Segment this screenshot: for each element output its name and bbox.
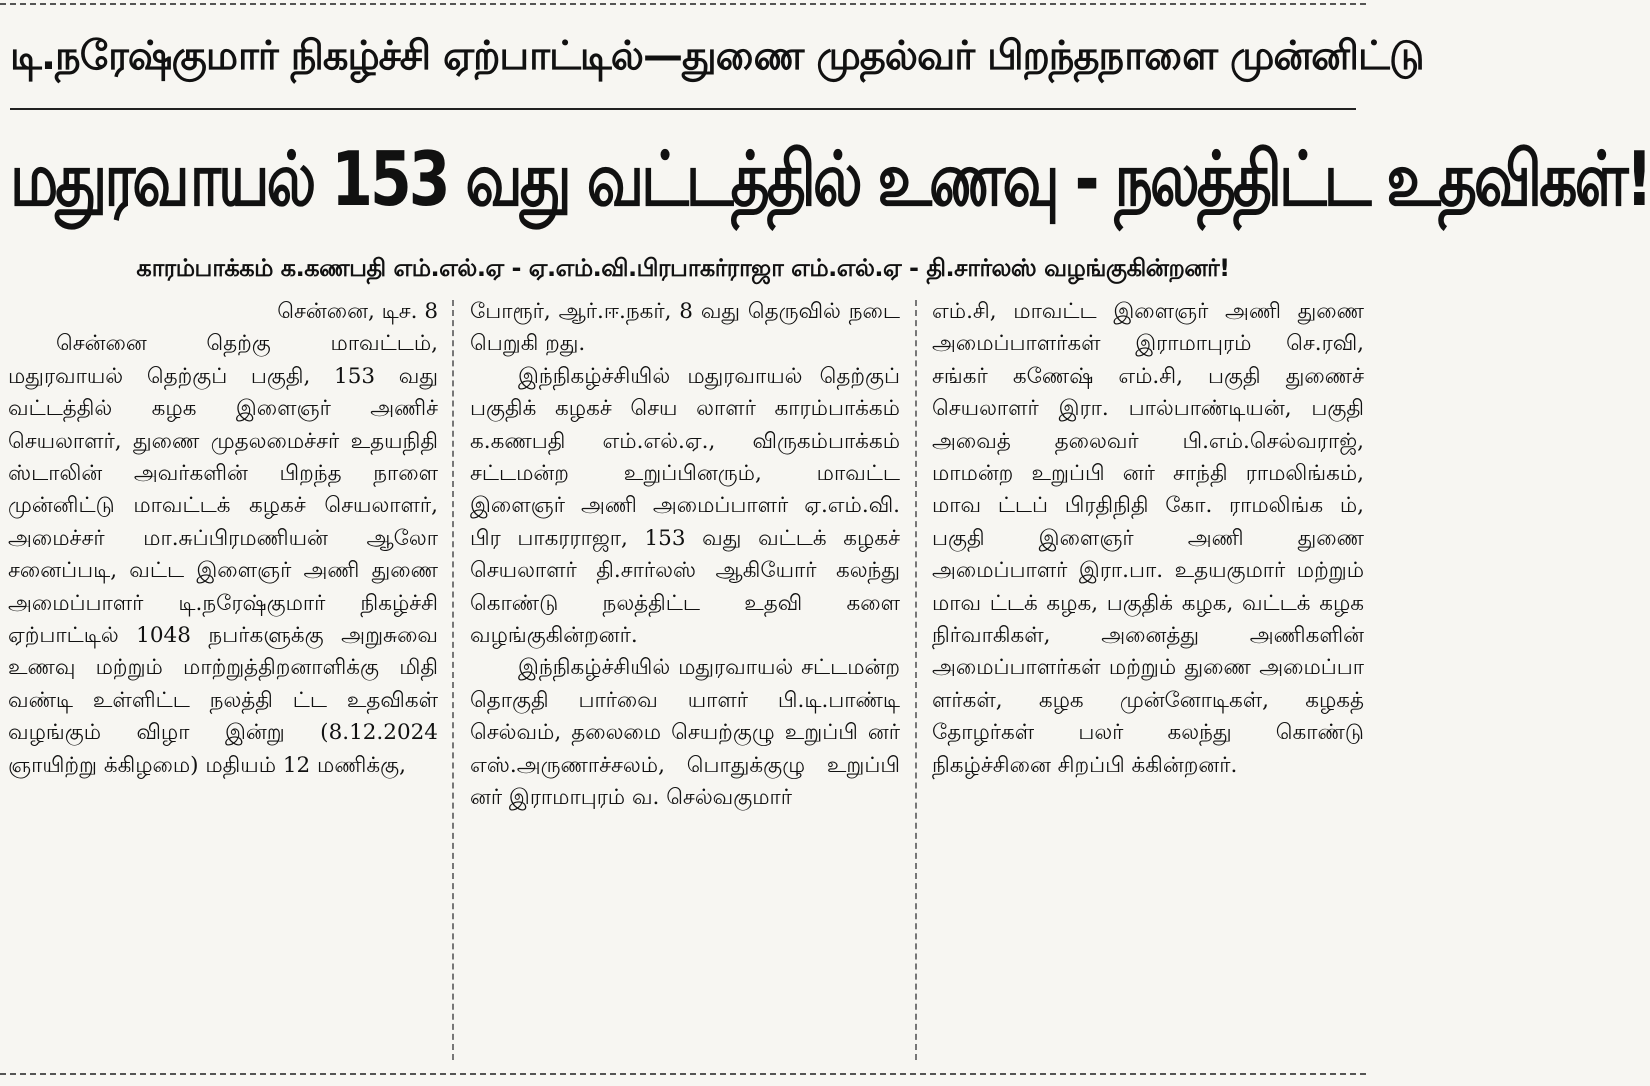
article-column-3	[932, 296, 1364, 1056]
kicker-line	[10, 32, 1424, 80]
paragraph: இந்நிகழ்ச்சியில் மதுரவாயல் சட்டமன்ற தொகுதி பார்வை யாளர் பி.டி.பாண்டி செல்வம், தலைமை செயற்குழு உறுப்பி னர் எஸ்.அருணாச்சலம், பொதுக்குழு உறுப்பி னர் இராமாபுரம் வ. செல்வகுமார்	[470, 655, 900, 811]
article-column-1	[8, 296, 438, 1056]
paragraph: போரூர், ஆர்.ஈ.நகர், 8 வது தெருவில் நடை பெறுகி றது.	[470, 299, 900, 357]
kicker-left: டி.நரேஷ்குமார் நிகழ்ச்சி ஏற்பாட்டில்—	[10, 33, 682, 79]
column-divider	[915, 300, 917, 1060]
paragraph: சென்னை தெற்கு மாவட்டம், மதுரவாயல் தெற்குப் பகுதி, 153 வது வட்டத்தில் கழக இளைஞர் அணிச் செயலாளர், துணை முதலமைச்சர் உதயநிதி ஸ்டாலின் அவர்களின் பிறந்த நாளை முன்னிட்டு மாவட்டக் கழகச் செயலாளர், அமைச்சர் மா.சுப்பிரமணியன் ஆலோ சனைப்படி, வட்ட இளைஞர் அணி துணை அமைப்பாளர் டி.நரேஷ்குமார் நிகழ்ச்சி ஏற்பாட்டில் 1048 நபர்களுக்கு அறுசுவை உணவு மற்றும் மாற்றுத்திறனாளிக்கு மிதி வண்டி உள்ளிட்ட நலத்தி ட்ட உதவிகள் வழங்கும் விழா இன்று (8.12.2024 ஞாயிற்று க்கிழமை) மதியம் 12 மணிக்கு,	[8, 331, 438, 778]
bottom-dashed-border	[0, 1073, 1366, 1075]
subheadline: காரம்பாக்கம் க.கணபதி எம்.எல்.ஏ - ஏ.எம்.வி.பிரபாகர்ராஜா எம்.எல்.ஏ - தி.சார்லஸ் வழங்குகின்றனர்!	[136, 254, 1230, 282]
dateline: சென்னை, டிச. 8	[277, 299, 438, 324]
column-divider	[452, 300, 454, 1060]
article-column-2	[470, 296, 900, 1056]
kicker-right: துணை முதல்வர் பிறந்தநாளை முன்னிட்டு	[681, 33, 1424, 79]
paragraph: எம்.சி, மாவட்ட இளைஞர் அணி துணை அமைப்பாளர்கள் இராமாபுரம் செ.ரவி, சங்கர் கணேஷ் எம்.சி, பகுதி துணைச் செயலாளர் இரா. பால்பாண்டியன், பகுதி அவைத் தலைவர் பி.எம்.செல்வராஜ், மாமன்ற உறுப்பி னர் சாந்தி ராமலிங்கம், மாவ ட்டப் பிரதிநிதி கோ. ராமலிங்க ம், பகுதி இளைஞர் அணி துணை அமைப்பாளர் இரா.பா. உதயகுமார் மற்றும் மாவ ட்டக் கழக, பகுதிக் கழக, வட்டக் கழக நிர்வாகிகள், அனைத்து அணிகளின் அமைப்பாளர்கள் மற்றும் துணை அமைப்பா ளர்கள், கழக முன்னோடிகள், கழகத் தோழர்கள் பலர் கலந்து கொண்டு நிகழ்ச்சினை சிறப்பி க்கின்றனர்.	[932, 299, 1364, 778]
kicker-rule	[10, 108, 1356, 110]
paragraph: இந்நிகழ்ச்சியில் மதுரவாயல் தெற்குப் பகுதிக் கழகச் செய லாளர் காரம்பாக்கம் க.கணபதி எம்.எல்.ஏ., விருகம்பாக்கம் சட்டமன்ற உறுப்பினரும், மாவட்ட இளைஞர் அணி அமைப்பாளர் ஏ.எம்.வி. பிர பாகரராஜா, 153 வது வட்டக் கழகச் செயலாளர் தி.சார்லஸ் ஆகியோர் கலந்து கொண்டு நலத்திட்ட உதவி களை வழங்குகின்றனர்.	[470, 363, 900, 649]
headline: மதுரவாயல் 153 வது வட்டத்தில் உணவு - நலத்திட்ட உதவிகள்!	[10, 136, 1650, 224]
top-dashed-border	[0, 3, 1366, 5]
